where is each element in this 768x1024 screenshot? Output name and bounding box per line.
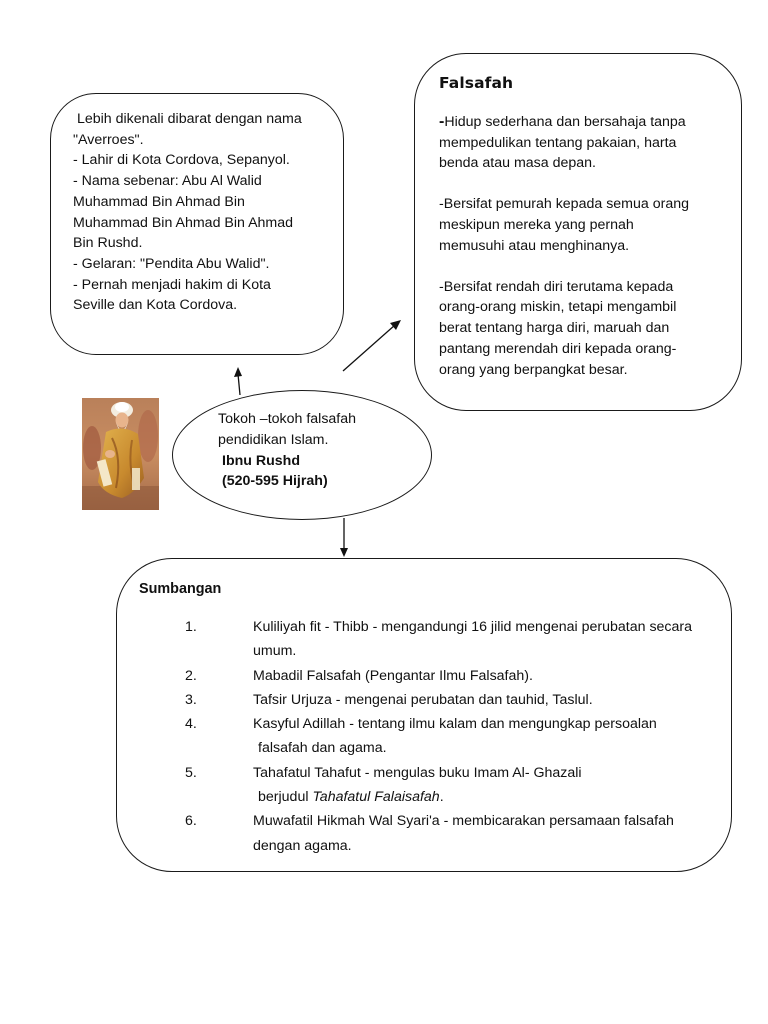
bio-line: "Averroes".	[73, 131, 144, 148]
portrait-painting-icon	[82, 398, 159, 510]
contribution-number: 3.	[185, 691, 197, 708]
falsafah-line: pantang merendah diri kepada orang-	[439, 340, 677, 357]
bio-line: - Gelaran: "Pendita Abu Walid".	[73, 255, 270, 272]
falsafah-title: Falsafah	[439, 74, 514, 92]
portrait-svg	[82, 398, 159, 510]
contribution-text: Kuliliyah fit - Thibb - mengandungi 16 jilid mengenai perubatan secara	[253, 619, 693, 635]
contribution-text: Kasyful Adillah - tentang ilmu kalam dan mengungkap persoalan	[253, 716, 657, 733]
central-topic-line: Tokoh –tokoh falsafah	[218, 411, 357, 427]
bio-line: Bin Rushd.	[73, 235, 143, 252]
contribution-number: 1.	[185, 619, 197, 635]
contribution-item	[139, 761, 721, 810]
contribution-item	[139, 712, 721, 761]
falsafah-line: berat tentang harga diri, maruah dan	[439, 320, 670, 337]
arrow-to-sumbangan	[340, 518, 348, 557]
falsafah-line: memusuhi atau menghinanya.	[439, 237, 630, 254]
contribution-text	[253, 785, 721, 809]
contribution-text: falsafah dan agama.	[258, 740, 387, 757]
contribution-number: 2.	[185, 667, 197, 684]
bio-line: - Pernah menjadi hakim di Kota	[73, 276, 271, 293]
contribution-number: 4.	[185, 716, 197, 733]
falsafah-dash: -	[439, 112, 445, 130]
contribution-text: dengan agama.	[253, 837, 352, 854]
sumbangan-title: Sumbangan	[139, 581, 222, 597]
contribution-text: Tahafatul Tahafut - mengulas buku Imam Al- Ghazali	[253, 764, 582, 781]
arrow-to-falsafah	[343, 320, 401, 371]
contribution-text-suffix: .	[439, 789, 444, 806]
contribution-item	[139, 615, 721, 664]
contribution-item	[139, 809, 721, 858]
contribution-text: Tafsir Urjuza - mengenai perubatan dan tauhid, Taslul.	[253, 691, 593, 708]
contribution-item	[139, 664, 721, 688]
contribution-number: 5.	[185, 764, 197, 781]
contribution-text: umum.	[253, 643, 297, 660]
falsafah-line: mempedulikan tentang pakaian, harta	[439, 134, 677, 151]
central-topic-years: (520-595 Hijrah)	[222, 473, 328, 490]
bio-line: Muhammad Bin Ahmad Bin Ahmad	[73, 214, 294, 231]
falsafah-paragraph	[439, 112, 731, 174]
biography-box	[50, 93, 344, 355]
falsafah-line: benda atau masa depan.	[439, 155, 596, 172]
contribution-text: Muwafatil Hikmah Wal Syari'a - membicarakan persamaan falsafah	[253, 813, 674, 830]
book-title-italic: Tahafatul Falaisafah	[312, 789, 440, 806]
falsafah-paragraph	[439, 277, 731, 381]
central-topic-line: pendidikan Islam.	[218, 431, 329, 448]
bio-line: Muhammad Bin Ahmad Bin	[73, 193, 245, 210]
contribution-text: Mabadil Falsafah (Pengantar Ilmu Falsafah).	[253, 667, 533, 684]
falsafah-line-text: Hidup sederhana dan bersahaja tanpa	[444, 113, 686, 130]
falsafah-line: meskipun mereka yang pernah	[439, 216, 634, 233]
sumbangan-box	[116, 558, 732, 872]
contribution-item	[139, 688, 721, 712]
bio-line: - Lahir di Kota Cordova, Sepanyol.	[73, 152, 290, 169]
falsafah-line: -Bersifat rendah diri terutama kepada	[439, 278, 674, 295]
falsafah-line	[439, 112, 731, 133]
falsafah-line: -Bersifat pemurah kepada semua orang	[439, 196, 689, 213]
arrow-to-biography	[234, 367, 242, 395]
bio-line: - Nama sebenar: Abu Al Walid	[73, 173, 262, 190]
falsafah-box	[414, 53, 742, 411]
bio-line: Lebih dikenali dibarat dengan nama	[73, 111, 302, 127]
falsafah-line: orang-orang miskin, tetapi mengambil	[439, 299, 677, 316]
central-topic-name: Ibnu Rushd	[222, 452, 301, 469]
contribution-text-prefix: berjudul	[258, 789, 313, 806]
bio-line: Seville dan Kota Cordova.	[73, 297, 238, 314]
falsafah-paragraph	[439, 194, 731, 256]
falsafah-line: orang yang berpangkat besar.	[439, 361, 628, 378]
central-topic-text	[218, 409, 356, 492]
contribution-number: 6.	[185, 813, 197, 830]
